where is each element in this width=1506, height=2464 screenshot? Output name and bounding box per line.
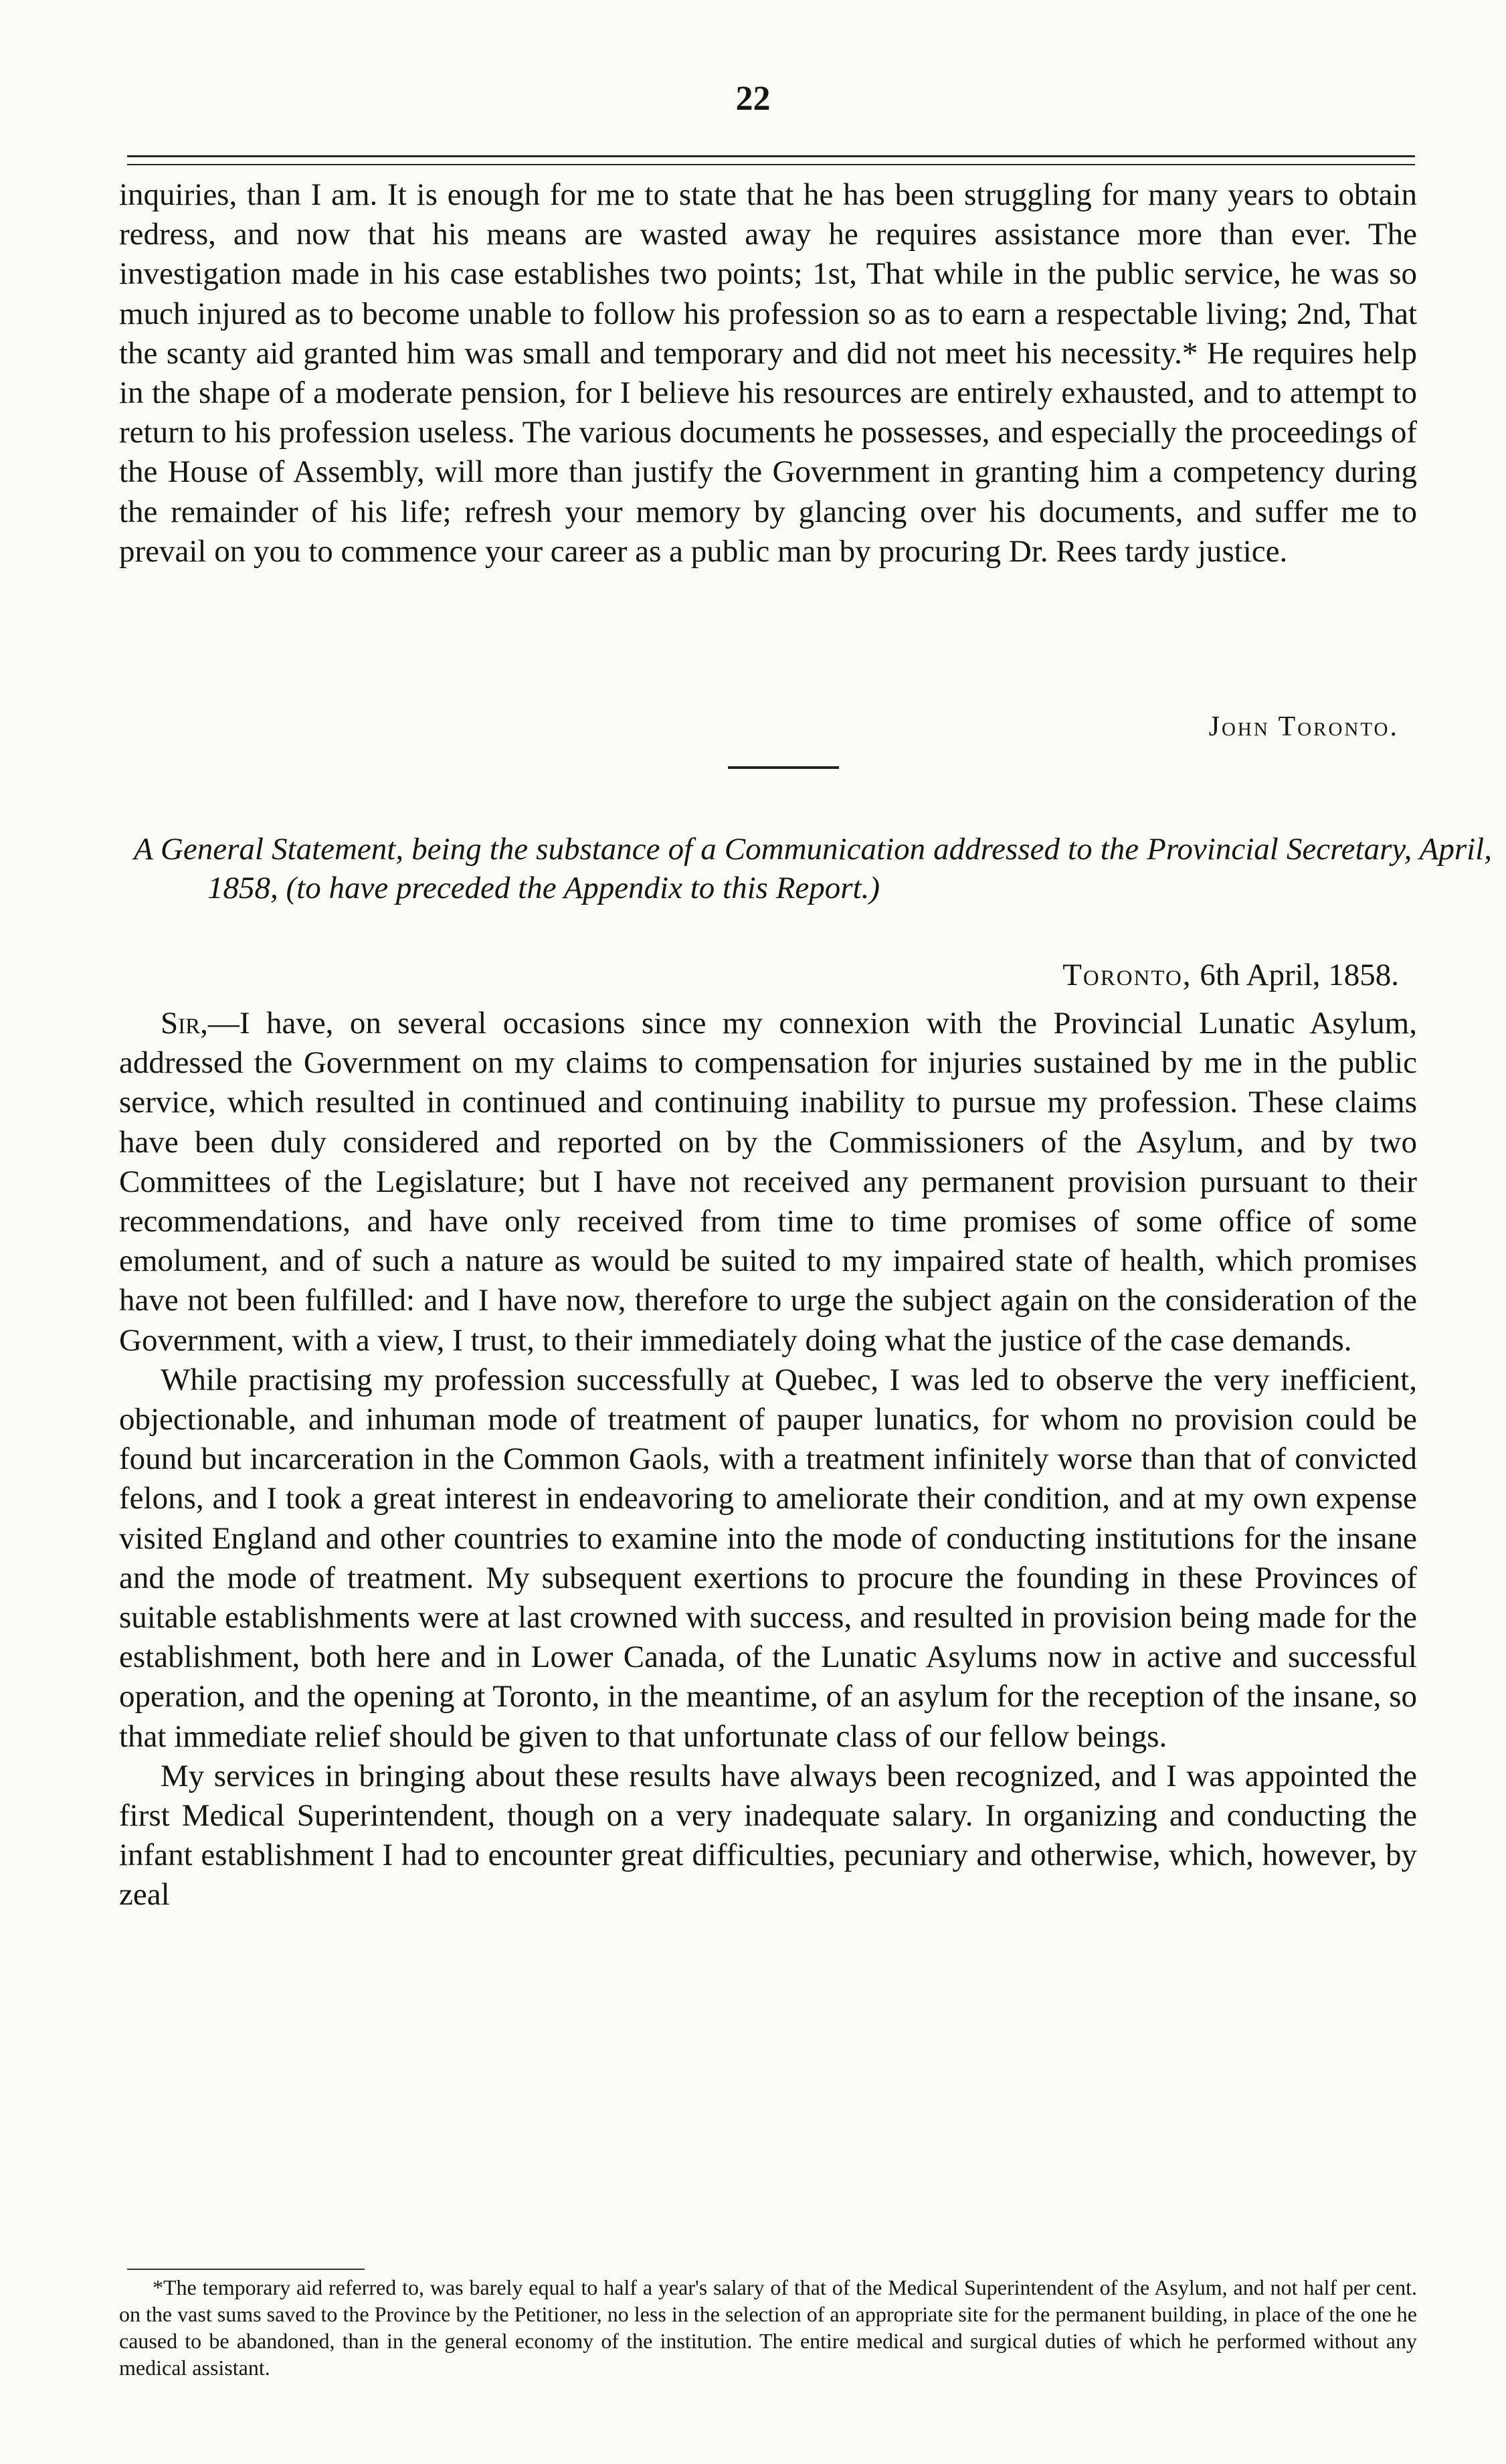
salutation: Sir, xyxy=(161,1006,208,1041)
dateline-date: 6th April, 1858. xyxy=(1192,958,1399,992)
statement-body xyxy=(119,1004,1417,1915)
footnote-rule xyxy=(127,2269,365,2270)
statement-paragraph-2: While practising my profession successfully at Quebec, I was led to observe the very inefficient, objectionable, and inhuman mode of treatment of pauper lunatics, for whom no provision could be found but incarceration in the Common Gaols, with a treatment infinitely worse than that of convicted felons, and I took a great interest in endeavoring to ameliorate their condition, and at my own expense visited England and other countries to examine into the mode of conducting institutions for the insane and the mode of treatment. My subsequent exertions to procure the founding in these Provinces of suitable establishments were at last crowned with success, and resulted in provision being made for the establishment, both here and in Lower Canada, of the Lunatic Asylums now in active and successful operation, and the opening at Toronto, in the meantime, of an asylum for the reception of the insane, so that immediate relief should be given to that unfortunate class of our fellow beings. xyxy=(119,1362,1417,1754)
section-divider xyxy=(728,766,839,769)
paragraph-text: —I have, on several occasions since my connexion with the Provincial Lunatic Asylum, addressed the Government on my claims to compensation for injuries sustained by me in the public service, which resulted in continued and continuing inability to pursue my profession. These claims have been duly considered and reported on by the Commissioners of the Asylum, and by two Committees of the Legislature; but I have not received any permanent provision pursuant to their recommendations, and have only received from time to time promises of some office of some emolument, and of such a nature as would be suited to my impaired state of health, which promises have not been fulfilled: and I have now, therefore to urge the subject again on the consideration of the Government, with a view, I trust, to their immediately doing what the justice of the case demands. xyxy=(119,1006,1417,1358)
page-number: 22 xyxy=(735,80,771,118)
letter-body xyxy=(119,175,1417,571)
header-rule xyxy=(127,155,1415,165)
dateline xyxy=(1062,957,1399,993)
dateline-place: Toronto, xyxy=(1062,958,1192,992)
footnote: *The temporary aid referred to, was barely equal to half a year's salary of that of the Medical Superintendent of the Asylum, and not half per cent. on the vast sums saved to the Province by the Petitioner, no less in the selection of an appropriate site for the permanent building, in place of the one he caused to be abandoned, than in the general economy of the institution. The entire medical and surgical duties of which he performed without any medical assistant. xyxy=(119,2275,1417,2380)
statement-heading: A General Statement, being the substance of a Communication addressed to the Provincial Secretary, April, 1858, (to have preceded the Appendix to this Report.) xyxy=(134,832,1492,905)
letter-paragraph: inquiries, than I am. It is enough for me to state that he has been struggling for many years to obtain redress, and now that his means are wasted away he requires assistance more than ever. The investigation made in his case establishes two points; 1st, That while in the public service, he was so much injured as to become unable to follow his profession so as to earn a respectable living; 2nd, That the scanty aid granted him was small and temporary and did not meet his necessity.* He requires help in the shape of a moderate pension, for I believe his resources are entirely exhausted, and to attempt to return to his profession useless. The various documents he possesses, and especially the proceedings of the House of Assembly, will more than justify the Government in granting him a competency during the remainder of his life; refresh your memory by glancing over his documents, and suffer me to prevail on you to commence your career as a public man by procuring Dr. Rees tardy justice. xyxy=(119,177,1417,569)
signature: John Toronto. xyxy=(1208,711,1399,742)
statement-paragraph-1 xyxy=(119,1004,1417,1360)
statement-paragraph-3: My services in bringing about these results have always been recognized, and I was appointed the first Medical Superintendent, though on a very inadequate salary. In organizing and conducting the infant establishment I had to encounter great difficulties, pecuniary and otherwise, which, however, by zeal xyxy=(119,1758,1417,1913)
